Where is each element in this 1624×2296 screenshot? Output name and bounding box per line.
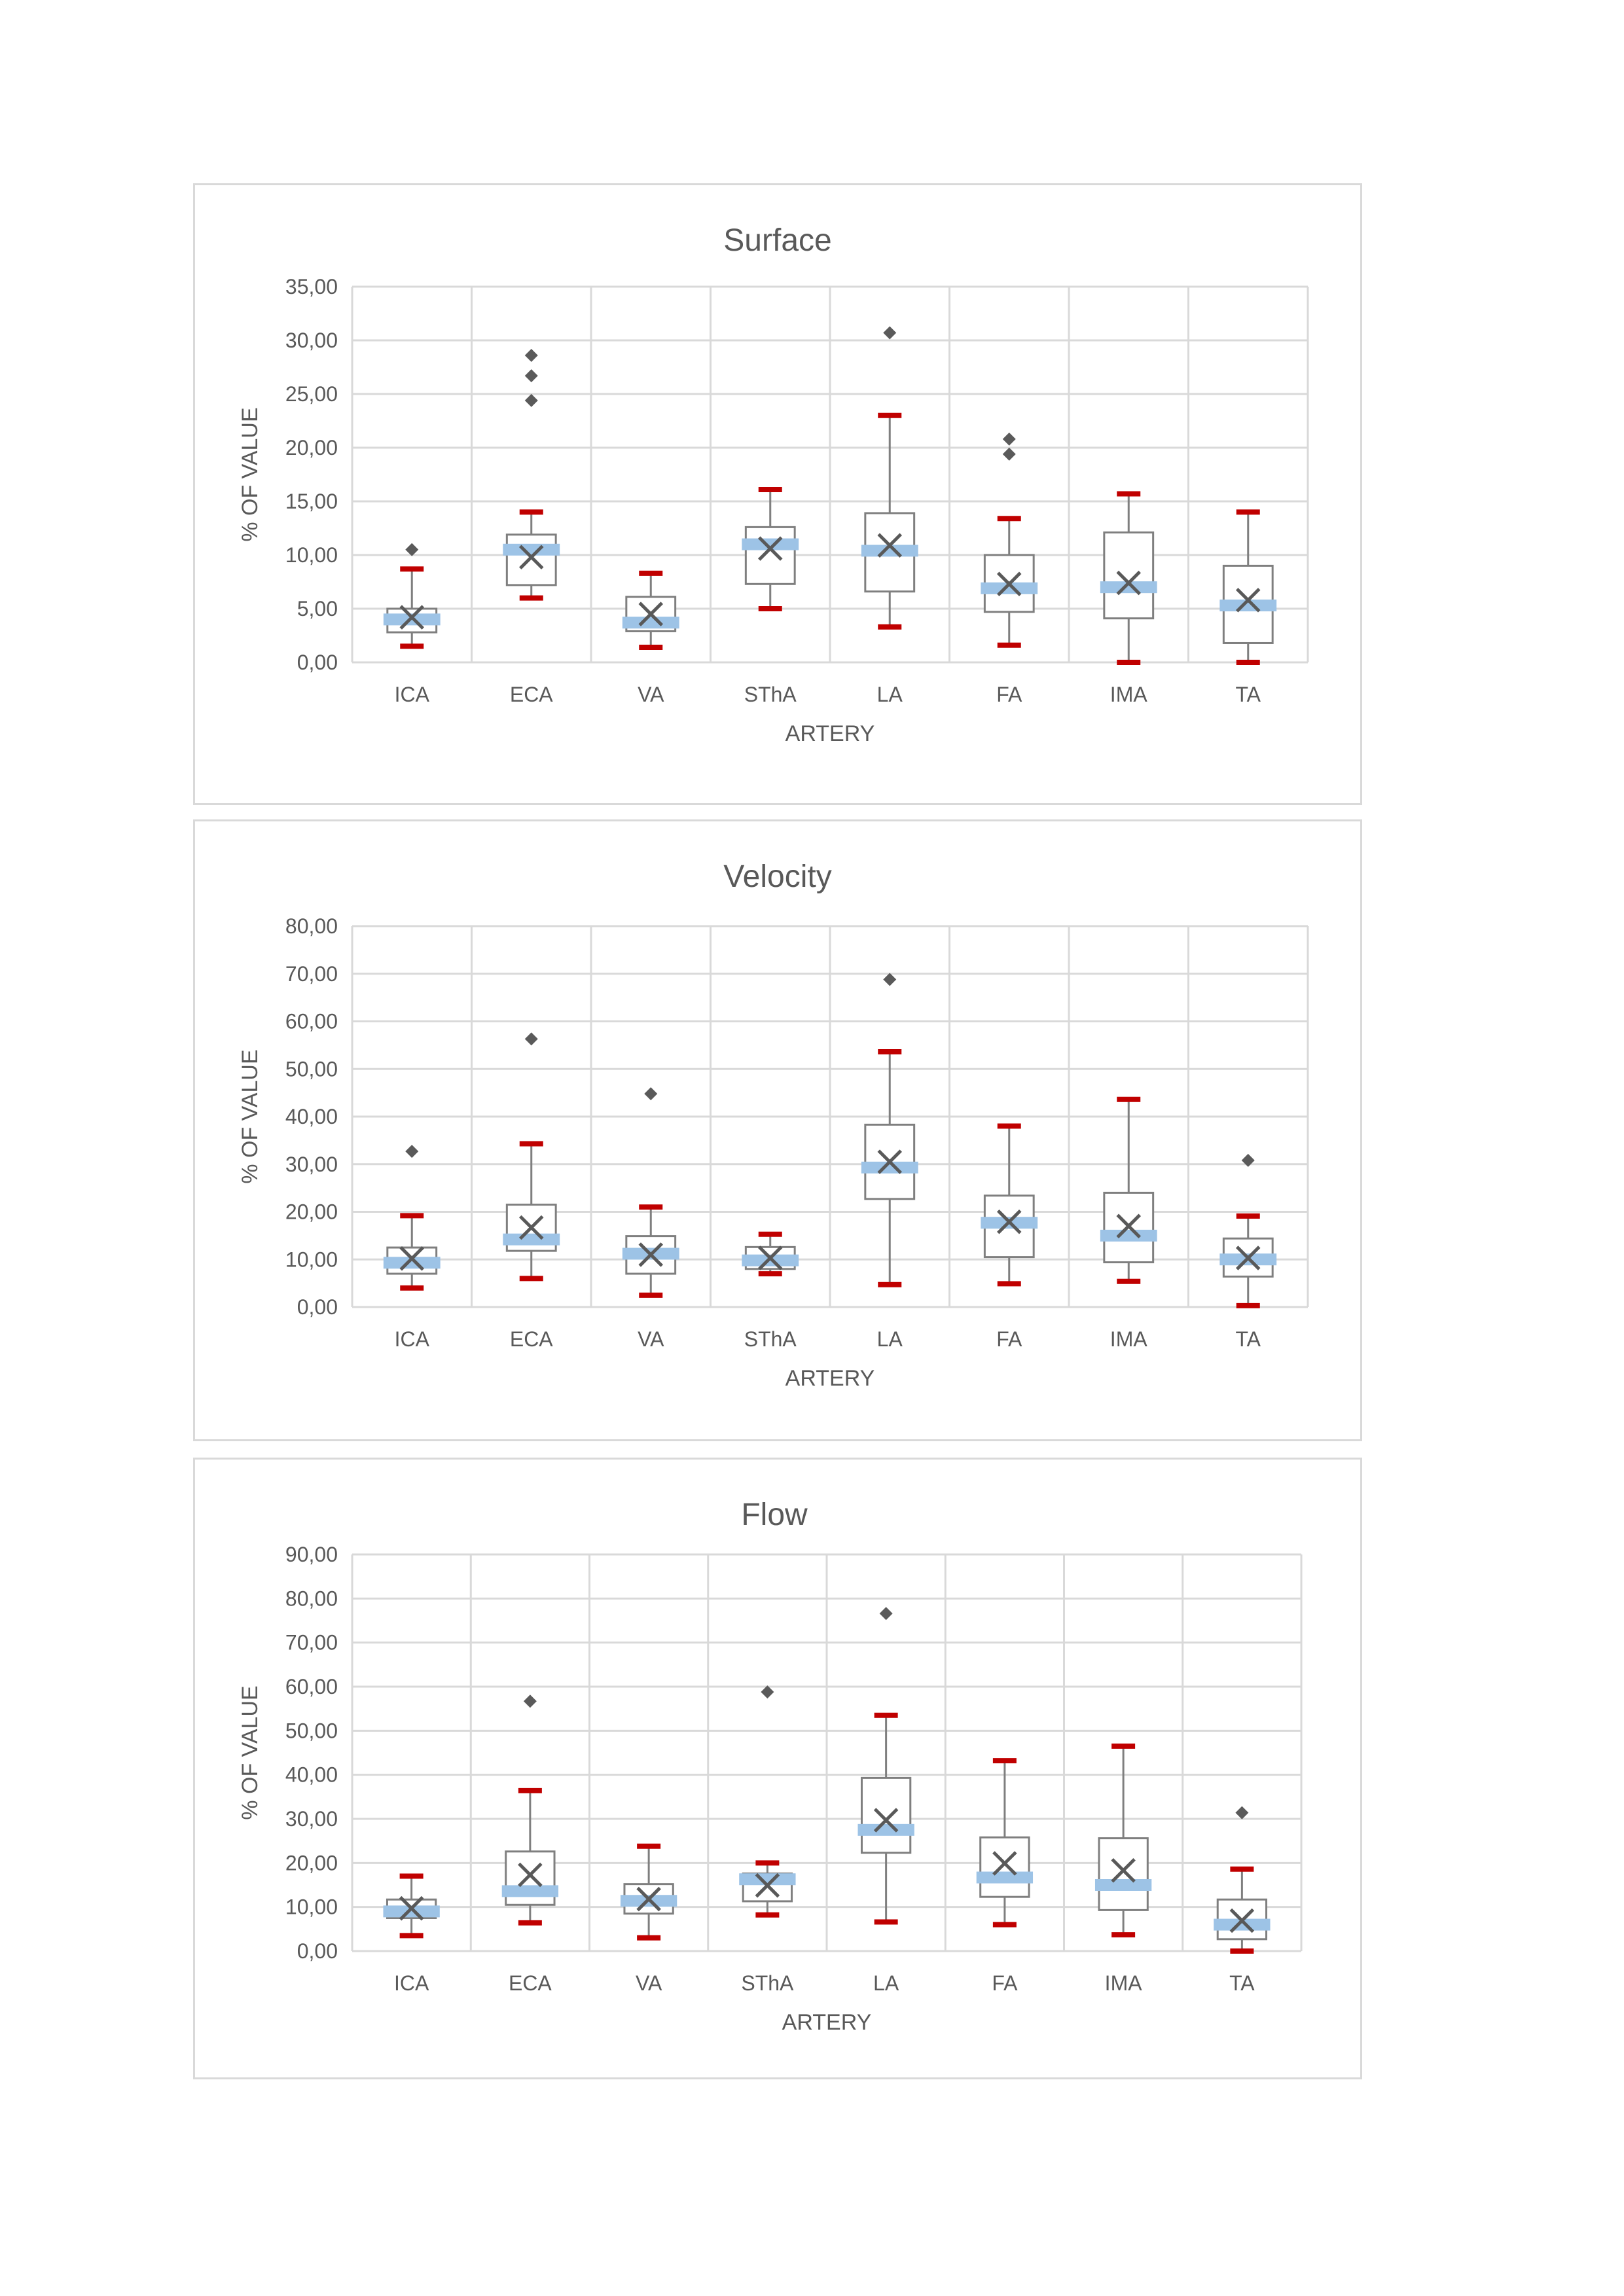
y-axis-title: % OF VALUE (238, 1685, 262, 1820)
y-tick-label: 25,00 (285, 382, 338, 406)
x-tick-label: ECA (509, 1327, 553, 1351)
chart-title: Flow (741, 1498, 808, 1532)
y-tick-label: 35,00 (285, 275, 338, 298)
x-tick-label: TA (1229, 1971, 1255, 1995)
y-tick-label: 90,00 (285, 1543, 338, 1566)
outlier-point (525, 394, 538, 407)
outlier-point (1003, 448, 1016, 461)
outlier-point (524, 1695, 537, 1708)
y-tick-label: 0,00 (297, 1939, 338, 1963)
flow-chart (195, 1460, 1364, 2081)
outlier-point (405, 1145, 418, 1158)
median-band (623, 617, 679, 628)
chart-title: Velocity (723, 859, 832, 894)
median-band (503, 1234, 560, 1246)
y-tick-label: 20,00 (285, 436, 338, 459)
outlier-point (525, 1032, 538, 1045)
y-axis-title: % OF VALUE (238, 407, 262, 542)
y-tick-label: 70,00 (285, 961, 338, 986)
chart-title: Surface (723, 223, 832, 258)
x-tick-label: ECA (508, 1971, 552, 1995)
x-tick-label: IMA (1104, 1971, 1142, 1995)
velocity-chart (195, 821, 1364, 1443)
x-tick-label: IMA (1110, 683, 1147, 706)
y-tick-label: 20,00 (285, 1851, 338, 1875)
y-tick-label: 30,00 (285, 329, 338, 352)
x-tick-label: TA (1235, 683, 1261, 706)
surface-chart-panel (193, 183, 1362, 805)
x-tick-label: LA (876, 1327, 903, 1351)
y-tick-label: 5,00 (297, 597, 338, 620)
x-tick-label: IMA (1110, 1327, 1147, 1351)
y-tick-label: 80,00 (285, 1587, 338, 1611)
y-tick-label: 0,00 (297, 651, 338, 674)
y-tick-label: 10,00 (285, 1247, 338, 1272)
x-axis-title: ARTERY (785, 721, 875, 746)
x-tick-label: ICA (393, 1971, 429, 1995)
y-tick-label: 40,00 (285, 1105, 338, 1128)
x-tick-label: ICA (394, 683, 429, 706)
outlier-point (883, 327, 896, 340)
y-tick-label: 0,00 (297, 1295, 338, 1319)
outlier-point (644, 1087, 657, 1100)
y-tick-label: 30,00 (285, 1152, 338, 1176)
median-band (1100, 1230, 1157, 1242)
y-tick-label: 30,00 (285, 1807, 338, 1831)
x-tick-label: FA (992, 1971, 1018, 1995)
x-tick-label: VA (635, 1971, 662, 1995)
y-tick-label: 70,00 (285, 1630, 338, 1655)
outlier-point (1003, 433, 1016, 446)
x-tick-label: ECA (509, 683, 553, 706)
x-tick-label: FA (996, 1327, 1022, 1351)
y-tick-label: 20,00 (285, 1200, 338, 1224)
median-band (503, 544, 560, 556)
median-band (977, 1872, 1033, 1884)
outlier-point (525, 349, 538, 362)
box-iqr (861, 1778, 910, 1852)
x-tick-label: VA (638, 683, 664, 706)
x-tick-label: TA (1235, 1327, 1261, 1351)
x-axis-title: ARTERY (782, 2010, 872, 2035)
x-tick-label: LA (876, 683, 903, 706)
y-tick-label: 10,00 (285, 1895, 338, 1919)
x-tick-label: SThA (741, 1971, 794, 1995)
surface-chart (195, 185, 1364, 807)
box-iqr (507, 535, 556, 585)
flow-chart-panel (193, 1458, 1362, 2079)
y-tick-label: 10,00 (285, 543, 338, 567)
outlier-point (880, 1607, 893, 1620)
y-tick-label: 50,00 (285, 1719, 338, 1743)
x-tick-label: SThA (744, 683, 797, 706)
x-tick-label: ICA (394, 1327, 429, 1351)
outlier-point (883, 973, 896, 986)
x-tick-label: FA (996, 683, 1022, 706)
y-tick-label: 40,00 (285, 1763, 338, 1787)
y-tick-label: 60,00 (285, 1675, 338, 1698)
median-band (857, 1824, 914, 1836)
box-iqr (1104, 533, 1153, 619)
outlier-point (1235, 1806, 1248, 1820)
median-band (1095, 1879, 1151, 1891)
y-axis-title: % OF VALUE (238, 1049, 262, 1184)
y-tick-label: 80,00 (285, 914, 338, 938)
box-iqr (746, 527, 795, 584)
outlier-point (525, 369, 538, 382)
median-band (502, 1885, 558, 1897)
y-tick-label: 50,00 (285, 1057, 338, 1081)
box-iqr (1099, 1839, 1147, 1910)
x-tick-label: LA (873, 1971, 899, 1995)
x-tick-label: VA (638, 1327, 664, 1351)
y-tick-label: 15,00 (285, 490, 338, 513)
y-tick-label: 60,00 (285, 1009, 338, 1033)
box-iqr (981, 1837, 1029, 1897)
x-axis-title: ARTERY (785, 1366, 875, 1391)
x-tick-label: SThA (744, 1327, 797, 1351)
velocity-chart-panel (193, 819, 1362, 1441)
